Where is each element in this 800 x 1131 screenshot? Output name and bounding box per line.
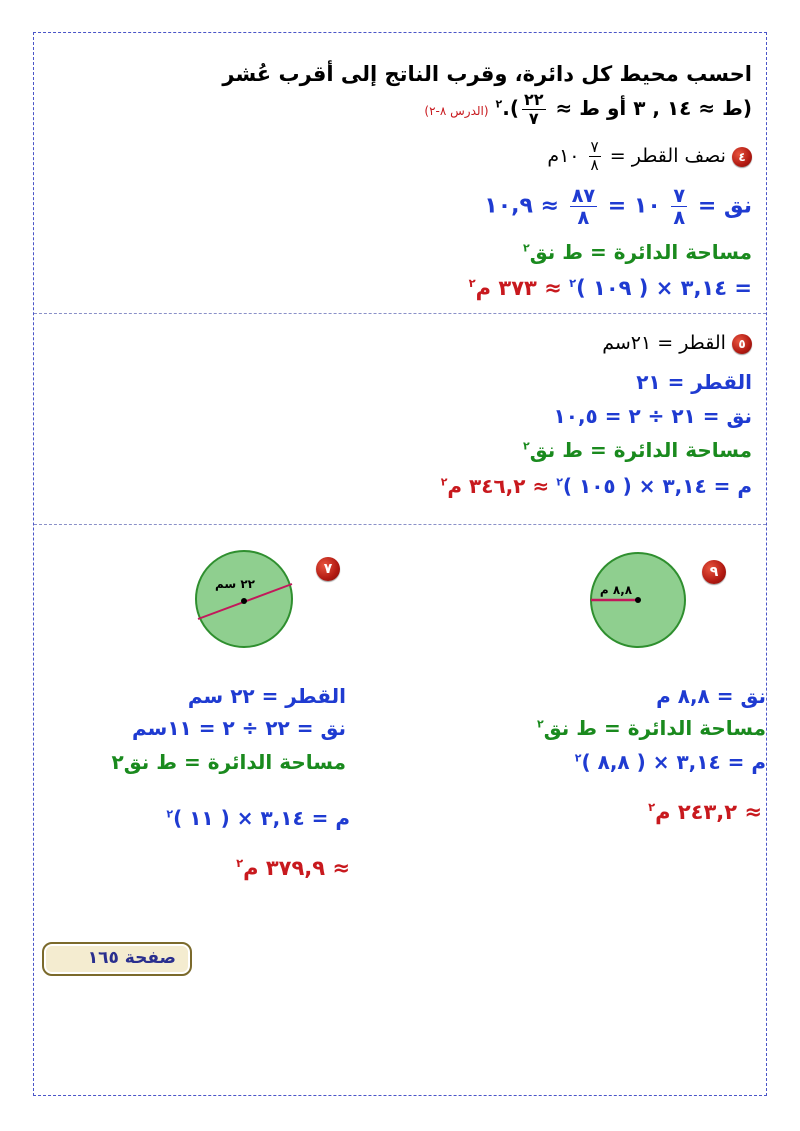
- problem-7-circle-figure: [194, 548, 298, 652]
- problem-7-center-dot: [241, 598, 247, 604]
- problem-9-result: ≈ ٢٤٣,٢ م$^٢$: [648, 800, 762, 824]
- page-number: صفحة ١٦٥: [87, 948, 176, 968]
- problem-7-circle-label: ٢٢ سم: [214, 577, 256, 591]
- page-number-box: [42, 942, 192, 976]
- intro-line-1: احسب محيط كل دائرة، وقرب الناتج إلى أقرب عُشر: [222, 62, 752, 86]
- problem-7-radius: نق = ٢٢ ÷ ٢ = ١١سم: [131, 716, 346, 740]
- problem-9-radius: نق = ٨,٨ م: [656, 684, 766, 708]
- problem-5-diameter: القطر = ٢١: [636, 370, 752, 394]
- problem-5-radius: نق = ٢١ ÷ ٢ = ١٠,٥: [553, 404, 752, 428]
- problem-5-area-formula: مساحة الدائرة = ط نق$^٢$: [523, 438, 752, 462]
- problem-4-badge: ٤: [732, 147, 752, 167]
- problem-9-circle-label: ٨,٨ م: [599, 583, 633, 597]
- problem-4-radius: نق = $\frac{٧}{٨}$ ١٠ = $\frac{٨٧}{٨}$ ≈ ١٠,٩: [484, 184, 752, 230]
- problem-9-area-formula: مساحة الدائرة = ط نق$^٢$: [537, 716, 766, 740]
- problem-4-given: ٤ نصف القطر = $\frac{٧}{٨}$ ١٠م: [547, 140, 752, 173]
- problem-7-diameter: القطر = ٢٢ سم: [187, 684, 346, 708]
- problem-7-calc: م = ٣,١٤ × ( ١١ )$^٢$: [166, 806, 350, 830]
- problem-9-center-dot: [635, 597, 641, 603]
- problem-5-calc: م = ٣,١٤ × ( ١٠٥ )$^٢$ ≈ ٣٤٦,٢ م$^٢$: [440, 474, 752, 498]
- problem-5-badge: ٥: [732, 334, 752, 354]
- problem-4-calc: = ٣,١٤ × ( ١٠٩ )$^٢$ ≈ ٣٧٣ م$^٢$: [468, 276, 752, 300]
- divider-1: [34, 313, 766, 314]
- problem-9-badge: ٩: [702, 560, 726, 584]
- problem-4-area-formula: مساحة الدائرة = ط نق$^٢$: [523, 240, 752, 264]
- divider-2: [34, 524, 766, 525]
- problem-7-area-formula: مساحة الدائرة = ط نق٢: [111, 750, 346, 774]
- problem-9-calc: م = ٣,١٤ × ( ٨,٨ )$^٢$: [574, 750, 766, 774]
- problem-5-given: ٥ القطر = ٢١سم: [602, 332, 752, 354]
- problem-7-result: ≈ ٣٧٩,٩ م$^٢$: [236, 856, 350, 880]
- problem-9-circle-figure: [588, 552, 692, 652]
- intro-line-2: (ط ≈ ١٤ , ٣ أو ط ≈ $\frac{٢٢}{٧}$ ).$^٢$ (الدرس ٨-٢): [424, 90, 752, 128]
- lesson-reference: (الدرس ٨-٢): [424, 104, 489, 118]
- problem-7-badge: ٧: [316, 557, 340, 581]
